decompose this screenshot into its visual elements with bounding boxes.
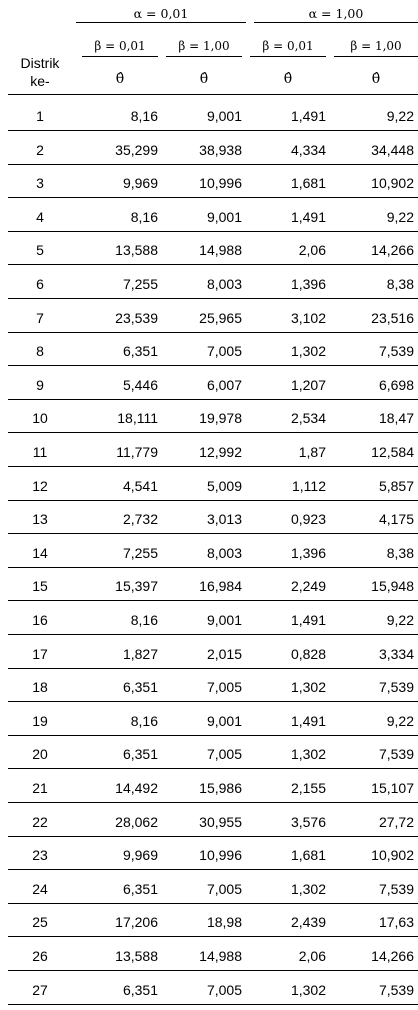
table-row [8,573,418,606]
row-rule [8,399,418,400]
theta-value-cell: 9,001 [206,208,242,225]
theta-value-cell: 27,72 [378,813,414,830]
theta-value-cell: 2,155 [290,780,326,796]
theta-value-cell: 8,16 [130,712,158,729]
table-row [8,708,418,741]
row-rule [8,365,418,366]
theta-value-cell: 7,539 [378,679,414,696]
theta-value-cell: 5,009 [206,477,242,494]
table-row [8,204,418,237]
row-rule [8,768,418,769]
distrik-cell: 8 [36,343,44,360]
theta-value-cell: 6,698 [378,376,414,393]
theta-value-cell: 8,38 [386,544,414,561]
theta-value-cell: 10,902 [371,847,414,864]
row-rule [8,936,418,937]
table-row [8,237,418,270]
table-row [8,170,418,203]
theta-value-cell: 8,16 [130,612,158,628]
theta-value-cell: 15,986 [199,780,242,796]
distrik-cell: 27 [32,981,48,998]
theta-value-cell: 6,351 [122,679,158,696]
distrik-cell: 13 [32,511,48,528]
theta-value-cell: 15,107 [371,780,414,796]
theta-value-cell: 1,491 [290,712,326,729]
theta-value-cell: 9,22 [386,108,414,124]
table-row [8,741,418,774]
theta-value-cell: 4,334 [290,141,326,158]
theta-value-cell: 1,396 [290,544,326,561]
theta-value-cell: 18,111 [117,410,158,427]
distrik-cell: 5 [36,242,44,259]
theta-value-cell: 0,923 [290,511,326,528]
theta-value-cell: 17,63 [378,914,414,931]
theta-value-cell: 38,938 [199,141,242,158]
theta-value-cell: 9,22 [386,612,414,628]
beta-header-3: β = 0,01 [262,39,314,53]
row-rule [8,533,418,534]
theta-value-cell: 1,491 [290,108,326,124]
theta-header-1: θ̂ [115,71,125,87]
theta-value-cell: 3,102 [290,309,326,326]
theta-header-3: θ̂ [283,71,293,87]
theta-value-cell: 7,005 [206,343,242,360]
table-row [8,607,418,640]
theta-value-cell: 8,16 [130,208,158,225]
row-rule [8,1004,418,1005]
theta-value-cell: 15,948 [371,578,414,595]
row-rule [8,298,418,299]
theta-value-cell: 4,175 [378,511,414,528]
theta-value-cell: 9,969 [122,175,158,192]
alpha-rule-1 [76,22,246,23]
distrik-cell: 19 [32,712,48,729]
theta-value-cell: 6,351 [122,880,158,897]
row-rule [8,231,418,232]
row-rule [8,836,418,837]
table-row [8,103,418,136]
theta-value-cell: 5,446 [122,376,158,393]
theta-value-cell: 7,005 [206,679,242,696]
theta-value-cell: 23,539 [115,309,158,326]
theta-value-cell: 9,001 [206,712,242,729]
distrik-cell: 1 [36,108,44,124]
row-rule [8,466,418,467]
theta-value-cell: 7,255 [122,544,158,561]
row-rule [8,567,418,568]
theta-value-cell: 14,988 [199,948,242,964]
theta-value-cell: 1,207 [290,376,326,393]
theta-value-cell: 18,98 [206,914,242,931]
theta-value-cell: 3,576 [290,813,326,830]
distrik-cell: 23 [32,847,48,864]
row-rule [8,903,418,904]
theta-value-cell: 13,588 [115,242,158,259]
table-row [8,271,418,304]
theta-value-cell: 19,978 [199,410,242,427]
distrik-cell: 12 [32,477,48,494]
distrik-cell: 9 [36,376,44,393]
theta-value-cell: 16,984 [199,578,242,595]
theta-value-cell: 9,001 [206,612,242,628]
distrik-cell: 17 [32,645,48,662]
theta-value-cell: 13,588 [115,948,158,964]
theta-value-cell: 8,003 [206,544,242,561]
theta-value-cell: 1,302 [290,679,326,696]
table-row [8,909,418,942]
beta-rule-2 [166,56,242,57]
theta-header-2: θ̂ [199,71,209,87]
row-rule [8,735,418,736]
theta-value-cell: 1,302 [290,343,326,360]
theta-value-cell: 35,299 [115,141,158,158]
row-rule [8,130,418,131]
alpha-header-2: α = 1,00 [308,6,364,21]
theta-value-cell: 23,516 [371,309,414,326]
distrik-cell: 26 [32,948,48,964]
table-row [8,439,418,472]
theta-value-cell: 2,534 [290,410,326,427]
beta-rule-3 [250,56,326,57]
table-row [8,137,418,170]
theta-value-cell: 7,539 [378,981,414,998]
table-row [8,977,418,1010]
distrik-cell: 2 [36,141,44,158]
theta-value-cell: 12,992 [199,444,242,460]
distrik-cell: 14 [32,544,48,561]
theta-value-cell: 14,266 [371,242,414,259]
theta-value-cell: 10,996 [199,847,242,864]
theta-value-cell: 1,112 [292,477,326,494]
distrik-cell: 22 [32,813,48,830]
row-rule [8,802,418,803]
theta-value-cell: 7,005 [206,981,242,998]
theta-value-cell: 9,22 [386,712,414,729]
theta-value-cell: 17,206 [115,914,158,931]
row-rule [8,970,418,971]
theta-value-cell: 34,448 [371,141,414,158]
theta-value-cell: 1,827 [122,645,158,662]
table-row [8,338,418,371]
row-rule [8,332,418,333]
theta-value-cell: 25,965 [199,309,242,326]
theta-value-cell: 9,22 [386,208,414,225]
distrik-cell: 21 [32,780,48,796]
distrik-cell: 18 [32,679,48,696]
theta-value-cell: 2,732 [122,511,158,528]
distrik-cell: 15 [32,578,48,595]
theta-value-cell: 7,255 [122,276,158,292]
distrik-cell: 16 [32,612,48,628]
row-rule [8,869,418,870]
beta-header-4: β = 1,00 [350,39,402,53]
row-rule [8,164,418,165]
theta-value-cell: 18,47 [378,410,414,427]
row-rule [8,264,418,265]
theta-value-cell: 9,969 [122,847,158,864]
distrik-header-line2: ke- [30,73,50,89]
theta-value-cell: 1,491 [290,612,326,628]
theta-value-cell: 6,351 [122,746,158,763]
distrik-cell: 7 [36,309,44,326]
table-row [8,641,418,674]
distrik-cell: 3 [36,175,44,192]
theta-value-cell: 1,396 [290,276,326,292]
theta-value-cell: 1,87 [298,444,326,460]
theta-value-cell: 7,539 [378,343,414,360]
row-rule [8,197,418,198]
theta-value-cell: 28,062 [115,813,158,830]
row-rule [8,668,418,669]
theta-value-cell: 5,857 [378,477,414,494]
theta-value-cell: 30,955 [199,813,242,830]
theta-value-cell: 14,988 [199,242,242,259]
distrik-cell: 6 [36,276,44,292]
theta-value-cell: 3,013 [206,511,242,528]
beta-rule-1 [82,56,158,57]
theta-value-cell: 10,902 [371,175,414,192]
theta-value-cell: 7,005 [206,746,242,763]
distrik-header-line1: Distrik [20,55,60,71]
table-row [8,674,418,707]
theta-value-cell: 1,491 [290,208,326,225]
table-row [8,405,418,438]
distrik-cell: 4 [36,208,44,225]
row-rule [8,432,418,433]
theta-value-cell: 10,996 [199,175,242,192]
theta-value-cell: 0,828 [290,645,326,662]
theta-value-cell: 12,584 [371,444,414,460]
theta-value-cell: 1,681 [290,847,326,864]
row-rule [8,701,418,702]
theta-value-cell: 15,397 [115,578,158,595]
beta-header-2: β = 1,00 [178,39,230,53]
table-row [8,506,418,539]
theta-value-cell: 7,005 [206,880,242,897]
theta-value-cell: 6,351 [122,981,158,998]
beta-header-1: β = 0,01 [94,39,146,53]
distrik-cell: 11 [32,444,48,460]
theta-value-cell: 14,266 [371,948,414,964]
theta-value-cell: 1,302 [290,880,326,897]
theta-value-cell: 6,351 [122,343,158,360]
alpha-rule-2 [254,22,418,23]
theta-value-cell: 8,38 [386,276,414,292]
theta-value-cell: 7,539 [378,880,414,897]
beta-rule-4 [334,56,418,57]
distrik-cell: 25 [32,914,48,931]
alpha-header-1: α = 0,01 [133,6,189,21]
theta-value-cell: 14,492 [115,780,158,796]
table-row [8,775,418,808]
table-row [8,943,418,976]
theta-value-cell: 2,439 [290,914,326,931]
theta-value-cell: 8,003 [206,276,242,292]
theta-value-cell: 4,541 [122,477,158,494]
theta-value-cell: 7,539 [378,746,414,763]
distrik-cell: 10 [32,410,48,427]
theta-header-4: θ̂ [371,71,381,87]
table-row [8,372,418,405]
row-rule [8,634,418,635]
theta-value-cell: 9,001 [206,108,242,124]
distrik-cell: 24 [32,880,48,897]
theta-value-cell: 11,779 [116,444,158,460]
row-rule [8,500,418,501]
theta-value-cell: 2,249 [290,578,326,595]
table-row [8,842,418,875]
table-row [8,540,418,573]
table-row [8,473,418,506]
theta-value-cell: 8,16 [130,108,158,124]
theta-value-cell: 1,681 [290,175,326,192]
table-row [8,305,418,338]
table-row [8,876,418,909]
theta-value-cell: 6,007 [206,376,242,393]
theta-value-cell: 2,015 [206,645,242,662]
theta-value-cell: 2,06 [298,242,326,259]
header-bottom-rule [8,94,418,95]
theta-value-cell: 1,302 [290,981,326,998]
theta-value-cell: 2,06 [298,948,326,964]
distrik-cell: 20 [32,746,48,763]
table-row [8,809,418,842]
theta-value-cell: 3,334 [378,645,414,662]
theta-value-cell: 1,302 [290,746,326,763]
row-rule [8,600,418,601]
